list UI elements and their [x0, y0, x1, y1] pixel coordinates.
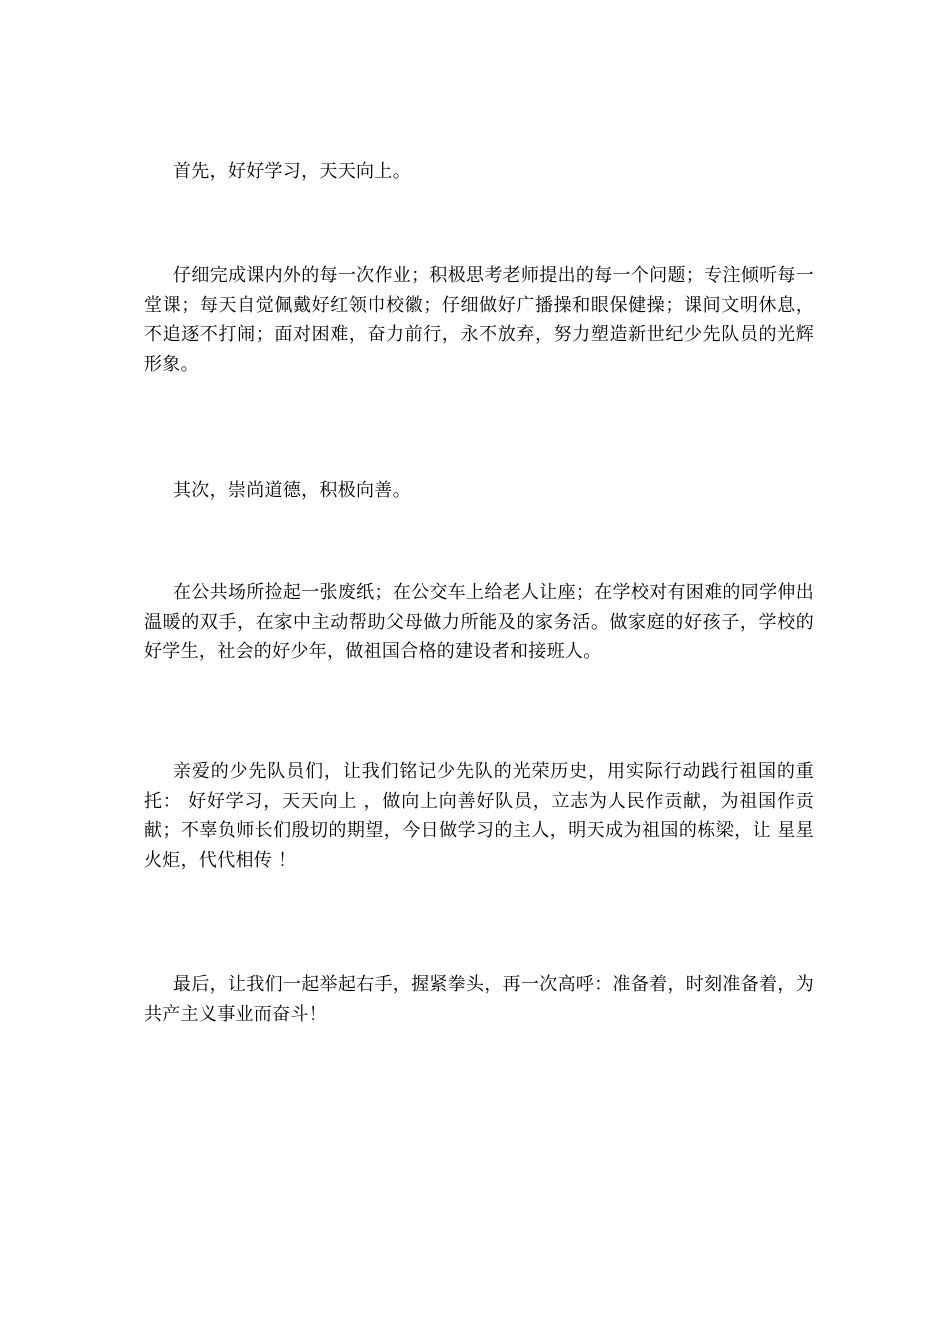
paragraph-morality-details: 在公共场所捡起一张废纸；在公交车上给老人让座；在学校对有困难的同学伸出温暖的双手，在家中主动帮助父母做力所能及的家务活。做家庭的好孩子，学校的好学生，社会的好少年，做祖国合格的建设者和接班人。: [144, 582, 814, 662]
paragraph-morality: 其次，崇尚道德，积极向善。: [173, 480, 411, 501]
paragraph-study-details: 仔细完成课内外的每一次作业；积极思考老师提出的每一个问题；专注倾听每一堂课；每天自觉佩戴好红领巾校徽；仔细做好广播操和眼保健操；课间文明休息，不追逐不打闹；面对困难，奋力前行，永不放弃，努力塑造新世纪少先队员的光辉形象。: [144, 265, 814, 375]
paragraph-study: 首先，好好学习，天天向上。: [173, 161, 411, 182]
paragraph-appeal: 亲爱的少先队员们，让我们铭记少先队的光荣历史，用实际行动践行祖国的重托： 好好学习，天天向上 ，做向上向善好队员，立志为人民作贡献，为祖国作贡献；不辜负师长们殷切的期望，今日做学习的主人，明天成为祖国的栋梁，让 星星火炬，代代相传 ！: [144, 761, 814, 871]
paragraph-closing: 最后，让我们一起举起右手，握紧拳头，再一次高呼：准备着，时刻准备着，为共产主义事业而奋斗！: [144, 974, 814, 1025]
